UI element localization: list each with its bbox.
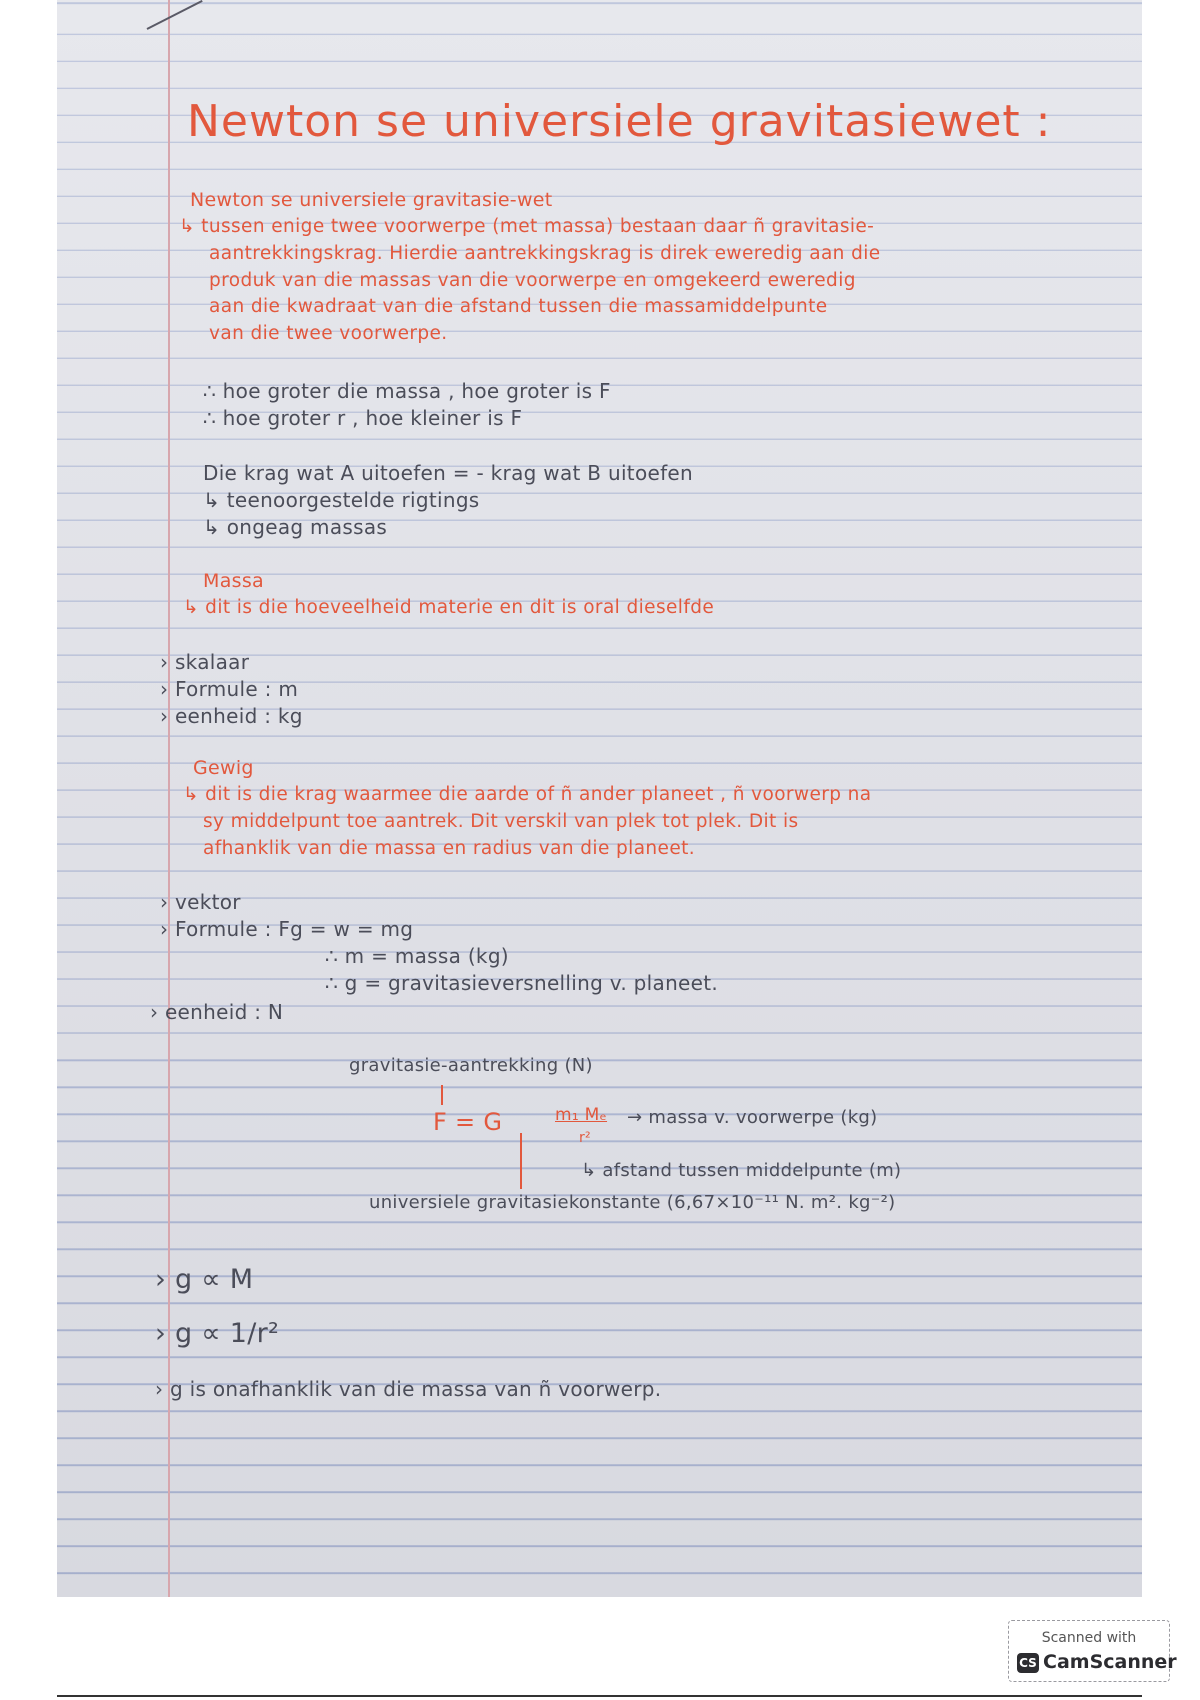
arrow-to-top-label <box>441 1085 443 1105</box>
bottom-rule <box>57 1695 1142 1697</box>
law-line-3: produk van die massas van die voorwerpe en omgekeerd eweredig <box>209 270 856 291</box>
forces-line-2: ↳ teenoorgestelde rigtings <box>203 488 480 512</box>
relation-g-prop-inv-r2: › g ∝ 1/r² <box>155 1318 280 1349</box>
forces-line-1: Die krag wat A uitoefen = - krag wat B uitoefen <box>203 461 694 485</box>
weight-line-1: ↳ dit is die krag waarmee die aarde of ñ ander planeet , ñ voorwerp na <box>183 784 872 805</box>
equation-constant-label: universiele gravitasiekonstante (6,67×10⁻¹¹ N. m². kg⁻²) <box>369 1192 896 1213</box>
margin-line <box>168 0 170 1597</box>
equation-numerator: m₁ Mₑ <box>555 1105 608 1125</box>
relation-g-prop-M: › g ∝ M <box>155 1264 254 1295</box>
mass-prop-scalar: › skalaar <box>160 650 250 674</box>
mass-definition: ↳ dit is die hoeveelheid materie en dit is oral dieselfde <box>183 597 715 618</box>
weight-heading: Gewig <box>193 757 254 779</box>
forces-line-3: ↳ ongeag massas <box>203 515 388 539</box>
weight-g-definition: ∴ g = gravitasieversnelling v. planeet. <box>325 971 719 995</box>
page-title: Newton se universiele gravitasiewet : <box>187 96 1052 147</box>
law-line-2: aantrekkingskrag. Hierdie aantrekkingskrag is direk eweredig aan die <box>209 243 881 264</box>
arrow-to-constant <box>520 1133 522 1189</box>
equation-formula: F = G <box>433 1108 503 1136</box>
relation-g-independent: › g is onafhanklik van die massa van ñ voorwerp. <box>155 1377 662 1401</box>
equation-denominator: r² <box>579 1130 591 1146</box>
law-line-5: van die twee voorwerpe. <box>209 323 448 344</box>
camscanner-logo-icon: CS <box>1017 1653 1039 1673</box>
equation-top-label: gravitasie-aantrekking (N) <box>349 1055 593 1076</box>
weight-line-3: afhanklik van die massa en radius van die planeet. <box>203 838 696 859</box>
therefore-line-1: ∴ hoe groter die massa , hoe groter is F <box>203 379 611 403</box>
law-line-1: ↳ tussen enige twee voorwerpe (met massa) bestaan daar ñ gravitasie- <box>179 216 875 237</box>
law-line-4: aan die kwadraat van die afstand tussen die massamiddelpunte <box>209 296 828 317</box>
law-heading: Newton se universiele gravitasie-wet <box>190 189 553 211</box>
therefore-line-2: ∴ hoe groter r , hoe kleiner is F <box>203 406 523 430</box>
camscanner-badge <box>1008 1620 1177 1682</box>
camscanner-brand: CamScanner <box>1043 1651 1177 1673</box>
mass-heading: Massa <box>203 570 264 592</box>
equation-distance-label: ↳ afstand tussen middelpunte (m) <box>581 1160 902 1181</box>
equation-mass-label: → massa v. voorwerpe (kg) <box>627 1107 878 1128</box>
weight-unit: › eenheid : N <box>150 1000 284 1024</box>
mass-prop-unit: › eenheid : kg <box>160 704 303 728</box>
notebook-page <box>57 0 1142 1597</box>
scanned-with-text: Scanned with <box>1041 1630 1137 1646</box>
mass-prop-formula: › Formule : m <box>160 677 299 701</box>
pen-mark <box>147 0 203 30</box>
weight-formula: › Formule : Fg = w = mg <box>160 917 414 941</box>
weight-line-2: sy middelpunt toe aantrek. Dit verskil van plek tot plek. Dit is <box>203 811 799 832</box>
weight-m-definition: ∴ m = massa (kg) <box>325 944 509 968</box>
weight-vector: › vektor <box>160 890 241 914</box>
